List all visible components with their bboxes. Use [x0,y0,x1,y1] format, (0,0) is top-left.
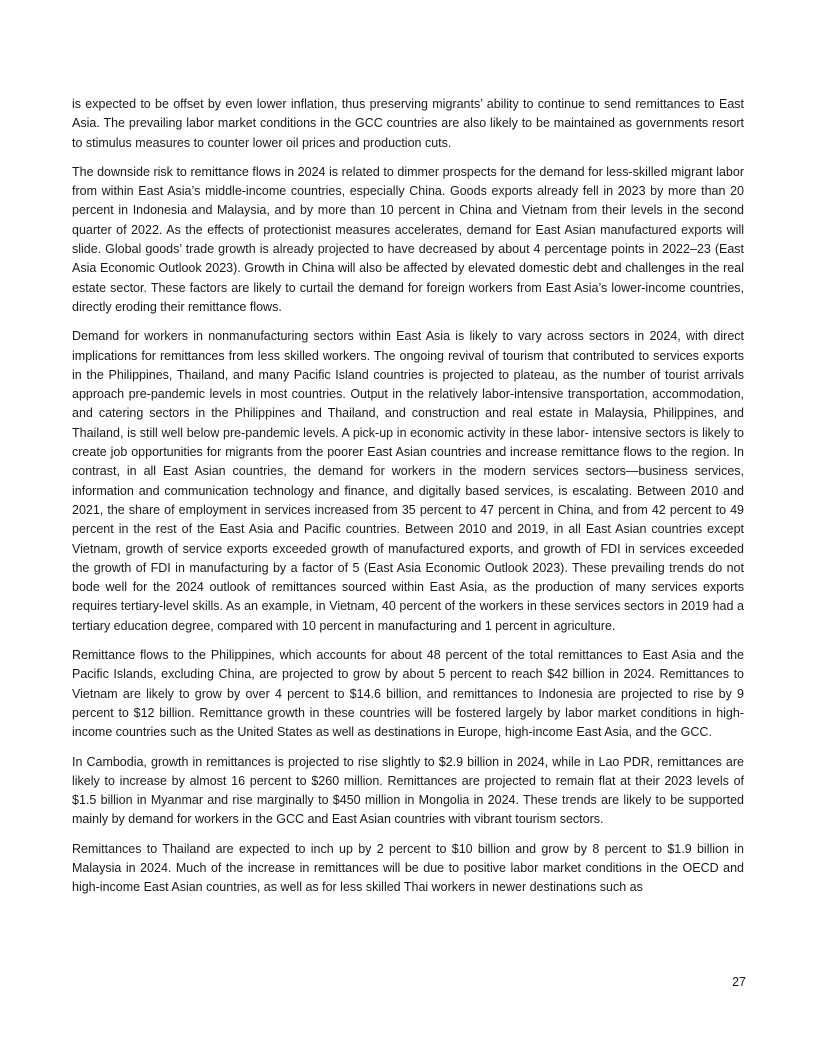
paragraph-thailand-malaysia: Remittances to Thailand are expected to inch up by 2 percent to $10 billion and grow by 8 percent to $1.9 billion in Malaysia in 2024. Much of the increase in remittances will be due to positive labor market conditions in the OECD and high-income East Asian countries, as well as for less skilled Thai workers in newer destinations such as [72,841,744,895]
paragraph-philippines-vietnam-indonesia: Remittance flows to the Philippines, which accounts for about 48 percent of the total remittances to East Asia and the Pacific Islands, excluding China, are projected to grow by about 5 percent to reach $42 billion in 2024. Remittances to Vietnam are likely to grow by over 4 percent to $14.6 billion, and remittances to Indonesia are projected to rise by 9 percent to $12 billion. Remittance growth in these countries will be fostered largely by labor market conditions in high-income countries such as the United States as well as destinations in Europe, high-income East Asia, and the GCC. [72,648,744,740]
paragraph-inflation-offset: is expected to be offset by even lower inflation, thus preserving migrants’ ability to continue to send remittances to East Asia. The prevailing labor market conditions in the GCC countries are also likely to be maintained as governments resort to stimulus measures to counter lower oil prices and production cuts. [72,97,744,150]
paragraph-cambodia-lao-myanmar-mongolia: In Cambodia, growth in remittances is projected to rise slightly to $2.9 billion in 2024, while in Lao PDR, remittances are likely to increase by almost 16 percent to $260 million. Remittances are projected to remain flat at their 2023 levels of $1.5 billion in Myanmar and rise marginally to $450 million in Mongolia in 2024. These trends are likely to be supported mainly by demand for workers in the GCC and East Asian countries with vibrant tourism sectors. [72,754,744,827]
paragraph-downside-risk: The downside risk to remittance flows in 2024 is related to dimmer prospects for the demand for less-skilled migrant labor from within East Asia’s middle-income countries, especially China. Goods exports already fell in 2023 by more than 20 percent in Indonesia and Malaysia, and by more than 10 percent in China and Vietnam from their levels in the second quarter of 2022. As the effects of protectionist measures accelerates, demand for East Asian manufactured exports will slide. Global goods’ trade growth is already projected to have decreased by about 4 percentage points in 2022–23 (East Asia Economic Outlook 2023). Growth in China will also be affected by elevated domestic debt and challenges in the real estate sector. These factors are likely to curtail the demand for foreign workers from East Asia’s lower-income countries, directly eroding their remittance flows. [72,164,744,314]
paragraph-nonmanufacturing-demand: Demand for workers in nonmanufacturing sectors within East Asia is likely to vary across sectors in 2024, with direct implications for remittances from less skilled workers. The ongoing revival of tourism that contributed to services exports in the Philippines, Thailand, and many Pacific Island countries is projected to plateau, as the number of tourist arrivals approach pre-pandemic levels in most countries. Output in the relatively labor-intensive transportation, accommodation, and catering sectors in the Philippines and Thailand, and construction and real estate in Malaysia, Philippines, and Thailand, is still well below pre-pandemic levels. A pick-up in economic activity in these labor- intensive sectors is likely to create job opportunities for migrants from the poorer East Asian countries and increase remittance flows to the region. In contrast, in all East Asian countries, the demand for workers in the modern services sectors—business services, information and communication technology and finance, and digitally based services, is escalating. Between 2010 and 2021, the share of employment in services increased from 35 percent to 47 percent in China, and from 42 percent to 49 percent in the rest of the East Asia and Pacific countries. Between 2010 and 2019, in all East Asian countries except Vietnam, growth of service exports exceeded growth of manufactured exports, and growth of FDI in services exceeded the growth of FDI in manufacturing by a factor of 5 (East Asia Economic Outlook 2023). These prevailing trends do not bode well for the 2024 outlook of remittances sourced within East Asia, as the production of many services exports requires tertiary-level skills. As an example, in Vietnam, 40 percent of the workers in these services sectors in 2019 had a tertiary education degree, compared with 10 percent in manufacturing and 1 percent in agriculture. [72,329,744,633]
document-body [72,95,744,908]
page-number: 27 [732,975,746,989]
